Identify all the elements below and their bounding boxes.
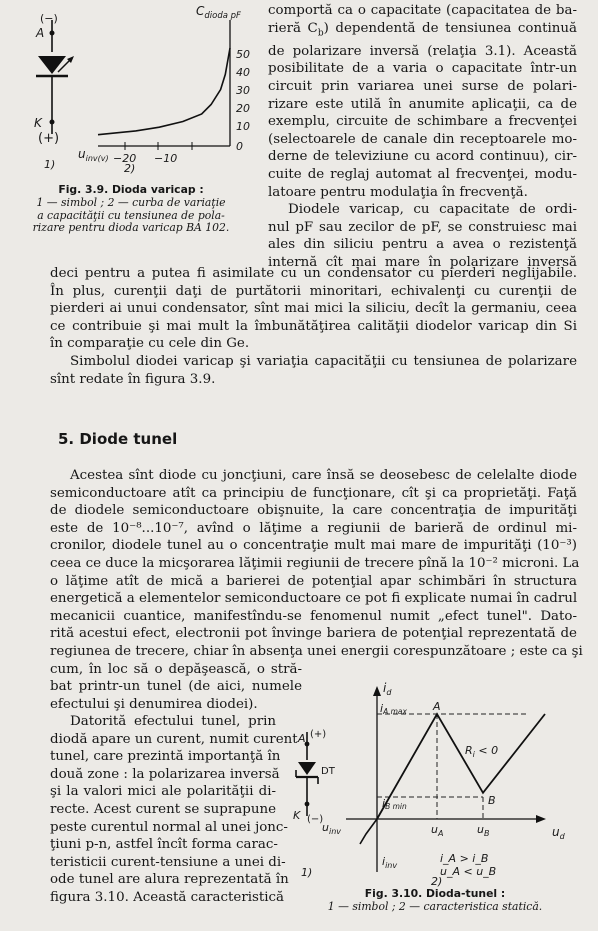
part-2-label: 2) [431, 875, 443, 888]
x-tick-minus-20: −20 [113, 152, 137, 165]
part-2-label: 2) [124, 162, 136, 175]
paragraph-line: teristicii curent-tensiune a unei di- [50, 854, 286, 870]
y-tick-20: 20 [236, 102, 250, 115]
paragraph-line: peste curentul normal al unei jonc- [50, 819, 288, 835]
point-a-label: A [433, 700, 441, 713]
paragraph-line: bat printr-un tunel (de aici, numele [50, 679, 302, 695]
y-tick-50: 50 [236, 48, 250, 61]
i-bmin-label: iB min [382, 797, 407, 811]
anode-sign: (+) [310, 729, 327, 740]
paragraph-line: sînt redate în figura 3.9. [50, 371, 216, 387]
paragraph-line: ceea ce duce la micşorarea lăţimii regiunii de trecere pînă la 10⁻² microni. La [50, 555, 580, 571]
part-1-label: 1) [301, 866, 313, 879]
figure-3-10-caption [280, 888, 590, 914]
paragraph-line: (selectoarele de canale din receptoarele mo- [268, 131, 577, 147]
paragraph-line: rizare este utilă în anumite aplicaţii, ca de [268, 96, 577, 112]
figure-3-9-caption-line: rizare pentru dioda varicap BA 102. [32, 221, 230, 235]
figure-3-10-caption-line: 1 — simbol ; 2 — caracteristica statică. [327, 899, 543, 913]
i-inv-label: $i_{inv}$ [382, 855, 398, 870]
paragraph-line: de polarizare inversă (relaţia 3.1). Această [268, 43, 577, 59]
figure-3-9-caption-line: a capacităţii cu tensiunea de pola- [37, 208, 225, 222]
paragraph-tunnel [50, 467, 583, 661]
section-title: 5. Diode tunel [58, 430, 178, 448]
y-tick-10: 10 [236, 120, 250, 133]
i-amax-label: iA max [380, 702, 407, 716]
ri-label: $R_i < 0$ [465, 744, 499, 759]
paragraph-tunnel-wrap [50, 661, 302, 714]
tunnel-characteristic-chart [346, 686, 546, 872]
paragraph-line: pierderi ai unui condensator, sînt mai mici la siliciu, decît la germaniu, ceea [50, 301, 577, 317]
paragraph-line: ţiuni p-n, astfel încît forma carac- [50, 837, 278, 853]
paragraph-line: latoare pentru modulaţia în frecvenţă. [268, 184, 528, 200]
paragraph-line: de diodele semiconductoare obişnuite, la care concentraţia de impurităţi [50, 503, 577, 519]
paragraph-line: diodă apare un curent, numit curent [50, 731, 298, 747]
paragraph-line: cuite de reglaj automat al frecvenţei, modu- [268, 167, 577, 183]
part-1-label: 1) [44, 158, 56, 171]
anode-sign: (−) [40, 12, 58, 25]
x-axis-label: $u_{inv(v)}$ [78, 147, 109, 163]
cathode-sign: (+) [38, 131, 60, 146]
u-b-label: $u_B$ [477, 823, 490, 838]
figure-3-9-caption [0, 184, 262, 235]
paragraph-line: ales din siliciu pentru a avea o rezistenţă [268, 237, 577, 253]
paragraph-line: comportă ca o capacitate (capacitatea de ba- [268, 3, 577, 18]
paragraph-line: efectului şi denumirea diodei). [50, 696, 258, 712]
paragraph-line: semiconductoare atît ca principiu de funcţionare, cît şi ca proprietăţi. Faţă [50, 485, 577, 501]
figure-3-10-drawing [280, 676, 596, 888]
x-tick-minus-10: −10 [154, 152, 178, 165]
paragraph-line: în comparaţie cu cele din Ge. [50, 336, 250, 352]
paragraph-line: cum, în loc să o depăşească, o stră- [50, 661, 302, 677]
paragraph-line: nul pF sau zecilor de pF, se construiesc mai [268, 219, 577, 235]
paragraph-line: rită acestui efect, electronii pot învinge bariera de potenţial reprezentată de [50, 626, 577, 642]
paragraph-line: deci pentru a putea fi asimilate cu un condensator cu pierderi neglijabile. [50, 266, 577, 281]
capacitance-chart [98, 20, 230, 150]
paragraph-line: tunel, care prezintă importanţă în [50, 749, 281, 765]
condition-2: u_A < u_B [440, 865, 497, 878]
y-axis-arrow [373, 686, 381, 696]
x-axis-arrow [536, 815, 546, 823]
paragraph-line: o lăţime atît de mică a barierei de potenţial apar schimbări în structura [50, 573, 577, 589]
condition-1: i_A > i_B [440, 852, 489, 865]
u-a-label: $u_A$ [431, 823, 444, 838]
right-column-text [268, 2, 577, 272]
u-inv-label: $u_{inv}$ [322, 821, 342, 836]
reverse-branch [360, 819, 377, 844]
paragraph-line: circuit prin variarea unei surse de polari- [268, 79, 577, 95]
paragraph-line: mecanicii cuantice, manifestîndu-se fenomenul numit „efect tunel". Dato- [50, 608, 577, 624]
capacitance-curve [98, 48, 230, 135]
anode-label: A [298, 732, 306, 745]
paragraph-line: este de 10⁻⁸...10⁻⁷, avînd o lăţime a regiunii de barieră de ordinul mi- [50, 520, 577, 536]
paragraph-line: şi la valori mici ale polarităţii di- [50, 784, 276, 800]
figure-3-10 [280, 676, 596, 926]
anode-label: A [36, 26, 45, 40]
paragraph-line: posibilitate de a varia o capacitate într-un [268, 61, 577, 77]
paragraph-line: Acestea sînt diode cu joncţiuni, care însă se deosebesc de celelalte diode [70, 468, 577, 483]
paragraph-line: Diodele varicap, cu capacitate de ordi- [288, 202, 577, 218]
y-tick-40: 40 [236, 66, 250, 79]
cathode-sign: (−) [307, 814, 324, 825]
paragraph-line: exemplu, circuite de schimbare a frecvenţei [268, 114, 577, 130]
paragraph-line: Simbolul diodei varicap şi variaţia capacităţii cu tensiunea de polarizare [70, 353, 577, 369]
figure-3-9-drawing [0, 0, 270, 185]
x-axis-label: $u_d$ [552, 825, 565, 841]
figure-3-10-caption-title: Fig. 3.10. Dioda-tunel : [364, 887, 506, 900]
device-label: DT [321, 766, 335, 777]
y-axis-label: $i_d$ [383, 681, 392, 697]
y-axis-label: $C_{dioda pF}$ [196, 4, 241, 21]
point-b-label: B [488, 794, 496, 807]
paragraph-line: În plus, curenţii daţi de purtătorii minoritari, echivalenţi cu curenţii de [50, 283, 577, 299]
paragraph-line: rieră $C_b$) dependentă de tensiunea continuă [268, 20, 577, 39]
cathode-label: K [293, 809, 301, 822]
paragraph-line: cronilor, diodele tunel au o concentraţie mult mai mare de impurităţi (10⁻³) [50, 538, 577, 554]
left-column-text [50, 713, 298, 907]
y-tick-0: 0 [236, 140, 243, 153]
figure-3-9-caption-title: Fig. 3.9. Dioda varicap : [58, 183, 204, 196]
paragraph-line: două zone : la polarizarea inversă [50, 766, 280, 782]
paragraph-line: ode tunel are alura reprezentată în [50, 872, 289, 888]
paragraph-line: derne de televiziune cu acord continuu), cir- [268, 149, 577, 165]
figure-3-9-caption-line: 1 — simbol ; 2 — curba de variaţie [36, 195, 226, 209]
paragraph-varicap [50, 265, 577, 388]
paragraph-line: recte. Acest curent se suprapune [50, 801, 276, 817]
paragraph-line: Datorită efectului tunel, prin [70, 714, 276, 729]
paragraph-line: internă cît mai mare în polarizare inversă [268, 254, 577, 270]
figure-3-9 [0, 0, 270, 245]
paragraph-line: ce contribuie şi mai mult la îmbunătăţirea calităţii diodelor varicap din Si [50, 318, 577, 334]
paragraph-line: regiunea de trecere, chiar în absenţa unei energii corespunzătoare ; este ca şi [50, 643, 583, 659]
paragraph-line: figura 3.10. Această caracteristică [50, 889, 285, 905]
paragraph-line: energetică a elementelor semiconductoare ce pot fi explicate numai în cadrul [50, 591, 578, 607]
cathode-label: K [34, 116, 42, 130]
y-tick-30: 30 [236, 84, 250, 97]
